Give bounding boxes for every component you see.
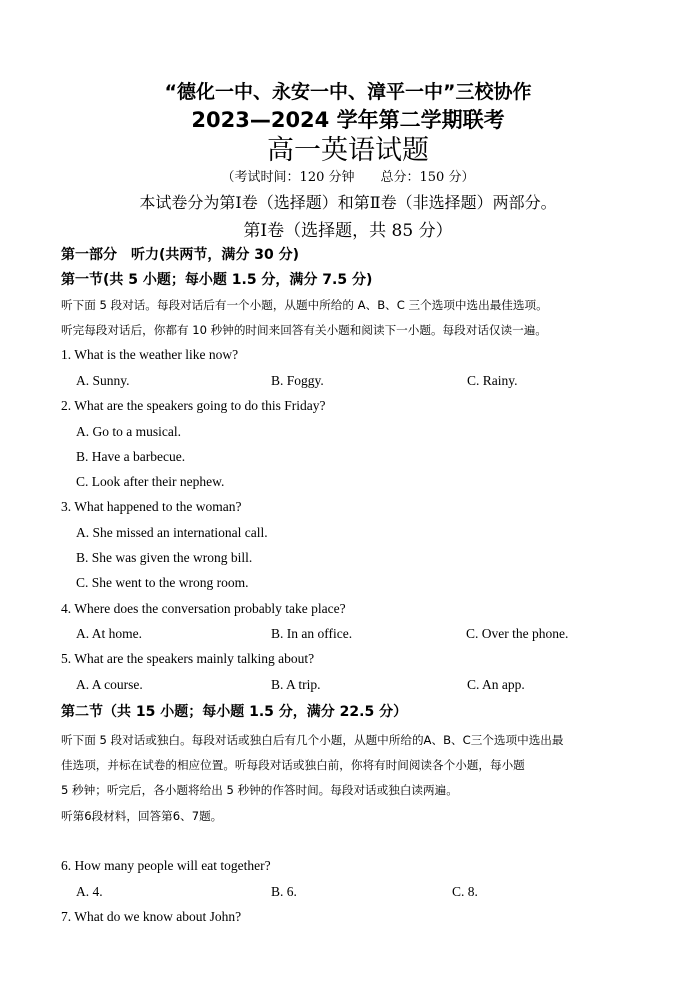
option-b: B. Foggy. bbox=[271, 373, 324, 388]
volume-line: 第Ⅰ卷（选择题，共 85 分） bbox=[243, 221, 453, 241]
time-score-line: （考试时间：120 分钟 总分：150 分） bbox=[221, 170, 475, 185]
option-c: C. She went to the wrong room. bbox=[76, 575, 249, 590]
option-a: A. 4. bbox=[76, 884, 103, 899]
option-a: A. She missed an international call. bbox=[76, 525, 268, 540]
option-c: C. An app. bbox=[467, 677, 525, 692]
part1-heading: 第一部分 听力(共两节，满分 30 分) bbox=[61, 247, 300, 263]
section2-instruction-line: 5 秒钟；听完后，各小题将给出 5 秒钟的作答时间。每段对话或独白读两遍。 bbox=[61, 783, 458, 797]
option-a: A. A course. bbox=[76, 677, 143, 692]
option-a: A. Go to a musical. bbox=[76, 424, 181, 439]
option-b: B. A trip. bbox=[271, 677, 321, 692]
section1-heading: 第一节(共 5 小题；每小题 1.5 分，满分 7.5 分) bbox=[61, 272, 373, 288]
option-a: A. At home. bbox=[76, 626, 142, 641]
option-b: B. She was given the wrong bill. bbox=[76, 550, 253, 565]
question-stem: 2. What are the speakers going to do this Friday? bbox=[61, 398, 326, 413]
question-stem: 6. How many people will eat together? bbox=[61, 858, 271, 873]
option-c: C. Over the phone. bbox=[466, 626, 569, 641]
section2-heading: 第二节（共 15 小题；每小题 1.5 分，满分 22.5 分） bbox=[61, 704, 408, 720]
section1-instruction-line: 听完每段对话后，你都有 10 秒钟的时间来回答有关小题和阅读下一小题。每段对话仅读一遍。 bbox=[61, 323, 547, 337]
section2-instruction-line: 听第6段材料，回答第6、7题。 bbox=[61, 809, 223, 823]
term-line: 2023—2024 学年第二学期联考 bbox=[191, 108, 505, 132]
question-stem: 3. What happened to the woman? bbox=[61, 499, 242, 514]
option-c: C. 8. bbox=[452, 884, 478, 899]
option-a: A. Sunny. bbox=[76, 373, 130, 388]
option-c: C. Look after their nephew. bbox=[76, 474, 225, 489]
section2-instruction-line: 佳选项，并标在试卷的相应位置。听每段对话或独白前，你将有时间阅读各个小题，每小题 bbox=[61, 758, 525, 772]
question-stem: 4. Where does the conversation probably take place? bbox=[61, 601, 346, 616]
schools-line: “德化一中、永安一中、漳平一中”三校协作 bbox=[164, 81, 532, 103]
option-b: B. In an office. bbox=[271, 626, 353, 641]
option-b: B. 6. bbox=[271, 884, 297, 899]
question-stem: 1. What is the weather like now? bbox=[61, 347, 239, 362]
exam-title: 高一英语试题 bbox=[267, 135, 429, 166]
option-c: C. Rainy. bbox=[467, 373, 518, 388]
section1-instruction-line: 听下面 5 段对话。每段对话后有一个小题，从题中所给的 A、B、C 三个选项中选出最佳选项。 bbox=[61, 298, 548, 312]
structure-line: 本试卷分为第Ⅰ卷（选择题）和第Ⅱ卷（非选择题）两部分。 bbox=[139, 193, 557, 212]
section2-instruction-line: 听下面 5 段对话或独白。每段对话或独白后有几个小题，从题中所给的A、B、C三个选项中选出最 bbox=[61, 733, 564, 747]
question-stem: 7. What do we know about John? bbox=[61, 909, 242, 924]
option-b: B. Have a barbecue. bbox=[76, 449, 186, 464]
question-stem: 5. What are the speakers mainly talking about? bbox=[61, 651, 315, 666]
